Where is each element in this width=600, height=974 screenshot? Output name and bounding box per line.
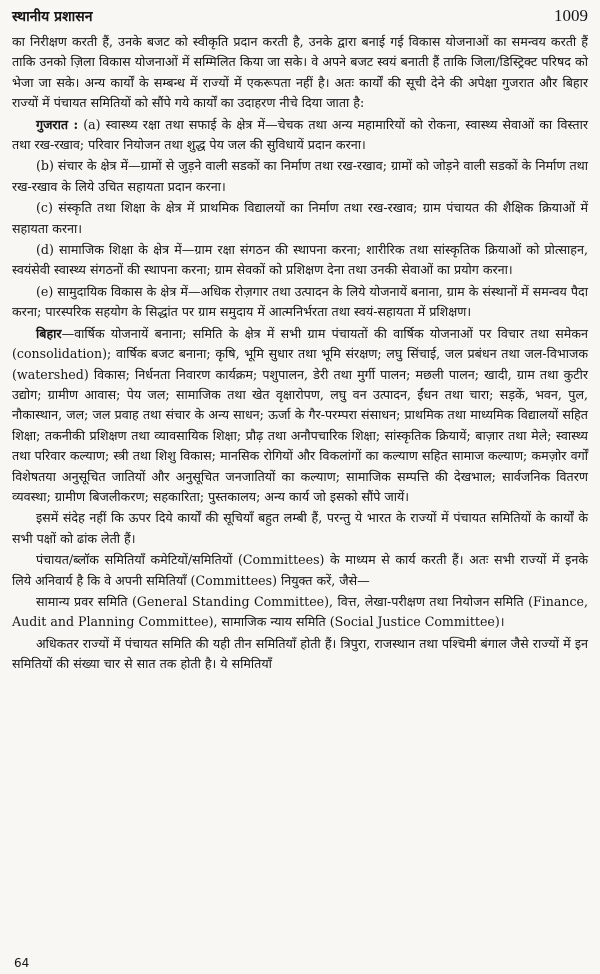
page-header [12,6,588,32]
paragraph-states: अधिकतर राज्यों में पंचायत समिति की यही तीन समितियाँ होती हैं। त्रिपुरा, राजस्थान तथा पश्चिमी बंगाल जैसे राज्यों में इन समितियों की संख्या चार से सात तक होती है। ये समितियाँ [12,635,588,672]
bihar-text: —वार्षिक योजनायें बनाना; समिति के क्षेत्र में सभी ग्राम पंचायतों की वार्षिक योजनाओं पर विचार तथा समेकन (consolidation); वार्षिक बजट बनाना; कृषि, भूमि सुधार तथा भूमि संरक्षण; लघु सिंचाई, जल प्रबंधन तथा जल-विभाजक (watershed) विकास; निर्धनता निवारण कार्यक्रम; पशुपालन, डेरी तथा मुर्गी पालन; मछली पालन; खादी, ग्राम तथा कुटीर उद्योग; ग्रामीण आवास; पेय जल; सामाजिक तथा खेत वृक्षारोपण, लघु वन उत्पादन, ईंधन तथा चारा; सड़कें, भवन, पुल, नौकास्थान, जल; जल प्रवाह तथा संचार के अन्य साधन; ऊर्जा के गैर-परम्परा संसाधन; प्राथमिक तथा माध्यमिक विद्यालयों सहित शिक्षा; तकनीकी प्रशिक्षण तथा व्यावसायिक शिक्षा; प्रौढ़ तथा अनौपचारिक शिक्षा; सांस्कृतिक क्रियायें; बाज़ार तथा मेले; स्वास्थ्य तथा परिवार कल्याण; स्त्री तथा शिशु विकास; मानसिक रोगियों और विकलांगों का कल्याण सहित सामाज कल्याण; कमज़ोर वर्गों विशेषतया अनुसूचित जातियों और अनुसूचित जनजातियों का कल्याण; सामाजिक सम्पत्ति की देखभाल; सार्वजनिक वितरण व्यवस्था; ग्रामीण बिजलीकरण; सहकारिता; पुस्तकालय; अन्य कार्य जो इसको सौंपे जायें। [12,325,588,504]
paragraph-bihar [12,324,588,508]
paragraph-gujarat-a [12,115,588,156]
paragraph-intro: का निरीक्षण करती हैं, उनके बजट को स्वीकृति प्रदान करती है, उनके द्वारा बनाई गई विकास योजनाओं का समन्वय करती हैं ताकि उनको ज़िला विकास योजनाओं में सम्मिलित किया जा सके। वे अपने बजट स्वयं बनाती हैं ताकि जिला/डिस्ट्रिक्ट परिषद को भेजा जा सके। अन्य कार्यों के सम्बन्ध में राज्यों में एकरूपता नहीं है। अतः कार्यों की सूची देने की अपेक्षा गुजरात और बिहार राज्यों में पंचायत समितियों को सौंपे गये कार्यों का उदाहरण नीचे दिया जाता है: [12,34,588,111]
gujarat-a-text: (a) स्वास्थ्य रक्षा तथा सफाई के क्षेत्र में—चेचक तथा अन्य महामारियों को रोकना, स्वास्थ्य सेवाओं का विस्तार तथा रख-रखाव; परिवार नियोजन तथा शुद्ध पेय जल की सुविधायें प्रदान करना। [12,116,589,153]
paragraph-gujarat-e: (e) सामुदायिक विकास के क्षेत्र में—अधिक रोज़गार तथा उत्पादन के लिये योजनायें बनाना, ग्राम के संस्थानों में समन्वय पैदा करना; पारस्परिक सहयोग के सिद्धांत पर ग्राम समुदाय में आत्मनिर्भरता तथा स्वयं-सहायता में प्रशिक्षण। [12,283,588,320]
gujarat-label: गुजरात : [36,116,79,132]
page-number: 1009 [554,6,588,25]
bihar-label: बिहार [36,325,62,341]
paragraph-conclusion: इसमें संदेह नहीं कि ऊपर दिये कार्यों की सूचियाँ बहुत लम्बी हैं, परन्तु ये भारत के राज्यों में पंचायत समितियों के कार्यों के सभी पक्षों को ढांक लेती हैं। [12,510,588,546]
paragraph-gujarat-b: (b) संचार के क्षेत्र में—ग्रामों से जुड़ने वाली सडकों का निर्माण तथा रख-रखाव; ग्रामों को जोड़ने वाली सडकों के निर्माण तथा रख-रखाव के लिये उचित सहायता प्रदान करना। [12,158,588,194]
paragraph-gujarat-c: (c) संस्कृति तथा शिक्षा के क्षेत्र में प्राथमिक विद्यालयों का निर्माण तथा रख-रखाव; ग्राम पंचायत की शैक्षिक क्रियाओं में सहायता करना। [12,200,588,236]
footer-page-marker: 64 [14,956,30,970]
paragraph-committee-list: सामान्य प्रवर समिति (General Standing Committee), वित्त, लेखा-परीक्षण तथा नियोजन समिति (Finance, Audit and Planning Committee), सामाजिक न्याय समिति (Social Justice Committee)। [12,593,588,630]
body-text [12,32,588,675]
running-title: स्थानीय प्रशासन [12,9,93,25]
paragraph-committees: पंचायत/ब्लॉक समितियाँ कमेटियों/समितियों (Committees) के माध्यम से कार्य करती हैं। अतः सभी राज्यों में इनके लिये अनिवार्य है कि वे अपनी समितियाँ (Committees) नियुक्त करें, जैसे— [12,552,588,588]
paragraph-gujarat-d: (d) सामाजिक शिक्षा के क्षेत्र में—ग्राम रक्षा संगठन की स्थापना करना; शारीरिक तथा सांस्कृतिक क्रियाओं को प्रोत्साहन, स्वयंसेवी स्वास्थ्य संगठनों की स्थापना करना; ग्राम सेवकों को प्रशिक्षण देना तथा उनकी सेवाओं का प्रयोग करना। [12,242,588,278]
